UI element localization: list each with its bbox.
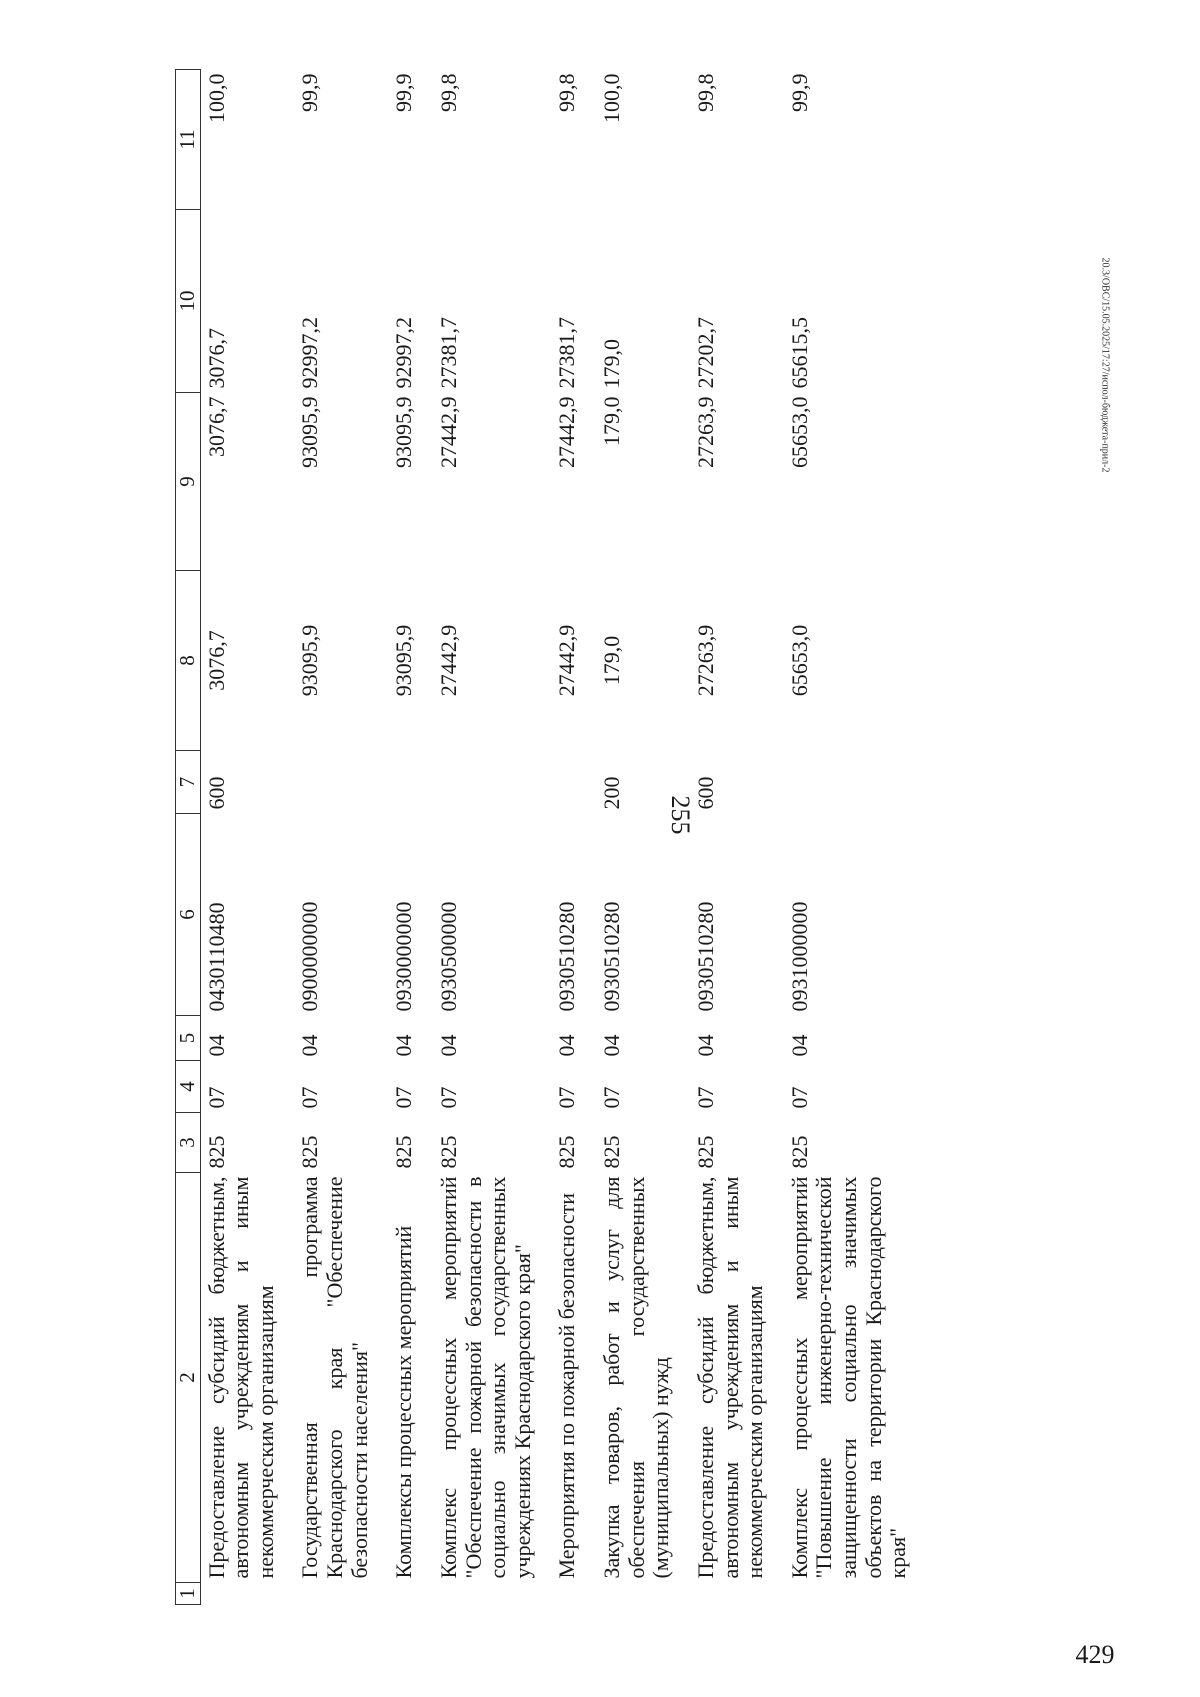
row-approved-amount: 179,0 [599, 635, 625, 686]
header-col-8: 8 [176, 571, 201, 751]
row-subsection: 04 [435, 1034, 461, 1057]
row-executed-amount: 3076,7 [203, 328, 229, 389]
row-execution-percent: 99,8 [554, 73, 580, 112]
header-col-5: 5 [176, 1016, 201, 1061]
row-expense-type [388, 751, 433, 814]
row-refined-amount: 93095,9 [391, 396, 417, 468]
row-description: Комплекс процессных мероприятий "Повышение инженерно-технической защищенности социально значимых объектов на территории Краснодарского края" [786, 1176, 911, 1579]
row-section: 07 [435, 1086, 461, 1109]
row-expense-type [551, 751, 596, 814]
row-execution-percent: 99,8 [692, 73, 718, 112]
row-refined-amount: 179,0 [599, 396, 625, 446]
row-subsection: 04 [786, 1034, 812, 1057]
row-executed-amount: 65615,5 [786, 317, 812, 389]
row-refined-amount: 27263,9 [692, 396, 718, 468]
row-execution-percent: 99,9 [391, 73, 417, 112]
budget-table-container [175, 70, 955, 1605]
row-expense-type: 600 [203, 776, 229, 810]
row-expense-type [433, 751, 552, 814]
row-number [784, 1583, 927, 1605]
page-number-top: 255 [666, 795, 695, 835]
footer-document-code: 20.3/ОВС/15.05.2025/17:27/испол-бюджета-прил-2 [1099, 257, 1111, 473]
row-target-article: 0430110480 [203, 902, 229, 1012]
header-col-11: 11 [176, 70, 201, 210]
row-approved-amount: 3076,7 [203, 630, 229, 691]
row-ministry-code: 825 [435, 1135, 461, 1169]
table-row [200, 70, 294, 1605]
row-description: Закупка товаров, работ и услуг для обеспечения государственных (муниципальных) нужд [599, 1176, 674, 1579]
row-section: 07 [554, 1086, 580, 1109]
page-number-bottom: 429 [1075, 1640, 1115, 1669]
row-target-article: 0930510280 [599, 901, 625, 1012]
row-execution-percent: 99,8 [435, 73, 461, 112]
row-description: Государственная программа Краснодарского края "Обеспечение безопасности населения" [297, 1176, 372, 1579]
row-ministry-code: 825 [599, 1135, 625, 1169]
row-executed-amount: 92997,2 [297, 317, 323, 389]
row-executed-amount: 27381,7 [554, 317, 580, 389]
row-ministry-code: 825 [692, 1135, 718, 1169]
row-subsection: 04 [599, 1034, 625, 1057]
row-ministry-code: 825 [554, 1135, 580, 1169]
table-row [433, 70, 552, 1605]
row-target-article: 0930500000 [435, 901, 461, 1012]
header-col-7: 7 [176, 751, 201, 814]
row-execution-percent: 99,9 [786, 73, 812, 112]
row-executed-amount: 27381,7 [435, 317, 461, 389]
header-col-10: 10 [176, 210, 201, 393]
row-execution-percent: 100,0 [599, 73, 625, 123]
table-body [200, 70, 927, 1605]
row-subsection: 04 [692, 1034, 718, 1057]
row-number [596, 1583, 690, 1605]
row-target-article: 0900000000 [297, 901, 323, 1012]
table-row [690, 70, 784, 1605]
row-refined-amount: 65653,0 [786, 396, 812, 468]
row-expense-type [294, 751, 388, 814]
row-description: Предоставление субсидий бюджетным, автономным учреждениям и иным некоммерческим организациям [692, 1176, 768, 1579]
row-execution-percent: 99,9 [297, 73, 323, 112]
header-col-4: 4 [176, 1061, 201, 1113]
row-expense-type: 200 [599, 776, 625, 810]
row-number [551, 1583, 596, 1605]
row-approved-amount: 93095,9 [391, 624, 417, 697]
row-approved-amount: 27442,9 [435, 624, 461, 697]
header-col-9: 9 [176, 393, 201, 571]
table-row [596, 70, 690, 1605]
row-executed-amount: 92997,2 [391, 317, 417, 389]
row-expense-type: 600 [692, 776, 718, 810]
row-subsection: 04 [297, 1034, 323, 1057]
row-refined-amount: 27442,9 [435, 396, 461, 468]
row-approved-amount: 27263,9 [692, 624, 718, 697]
row-refined-amount: 3076,7 [203, 396, 229, 457]
row-subsection: 04 [391, 1034, 417, 1057]
header-col-3: 3 [176, 1113, 201, 1173]
row-executed-amount: 179,0 [599, 339, 625, 389]
row-section: 07 [692, 1086, 718, 1109]
row-subsection: 04 [203, 1034, 229, 1057]
row-approved-amount: 65653,0 [786, 624, 812, 697]
row-number [388, 1583, 433, 1605]
header-col-2: 2 [176, 1173, 201, 1583]
row-approved-amount: 27442,9 [554, 624, 580, 697]
row-target-article: 0930510280 [554, 901, 580, 1012]
row-ministry-code: 825 [203, 1135, 229, 1169]
row-ministry-code: 825 [786, 1135, 812, 1169]
row-section: 07 [786, 1086, 812, 1109]
row-description: Комплекс процессных мероприятий "Обеспечение пожарной безопасности в социально значимых государственных учреждениях Краснодарского края" [435, 1176, 535, 1579]
row-refined-amount: 27442,9 [554, 396, 580, 468]
row-number [690, 1583, 784, 1605]
row-description: Предоставление субсидий бюджетным, автономным учреждениям и иным некоммерческим организациям [203, 1176, 278, 1579]
row-number [294, 1583, 388, 1605]
header-col-6: 6 [176, 814, 201, 1016]
table-row [388, 70, 433, 1605]
row-ministry-code: 825 [297, 1135, 323, 1169]
row-subsection: 04 [554, 1034, 580, 1057]
row-description: Комплексы процессных мероприятий [391, 1225, 417, 1579]
row-description: Мероприятия по пожарной безопасности [554, 1193, 580, 1579]
row-expense-type [784, 751, 927, 814]
row-target-article: 0930000000 [391, 901, 417, 1012]
table-row [784, 70, 927, 1605]
table-row [294, 70, 388, 1605]
header-row [176, 70, 201, 1605]
row-target-article: 0931000000 [786, 901, 812, 1012]
row-section: 07 [203, 1086, 229, 1109]
row-number [433, 1583, 552, 1605]
row-refined-amount: 93095,9 [297, 396, 323, 468]
row-ministry-code: 825 [391, 1135, 417, 1169]
row-approved-amount: 93095,9 [297, 624, 323, 697]
header-col-1: 1 [176, 1583, 201, 1605]
budget-table [175, 69, 927, 1605]
row-executed-amount: 27202,7 [692, 317, 718, 389]
row-section: 07 [297, 1086, 323, 1109]
table-row [551, 70, 596, 1605]
row-target-article: 0930510280 [692, 901, 718, 1012]
row-execution-percent: 100,0 [203, 73, 229, 123]
row-section: 07 [599, 1086, 625, 1109]
row-number [200, 1583, 294, 1605]
row-section: 07 [391, 1086, 417, 1109]
